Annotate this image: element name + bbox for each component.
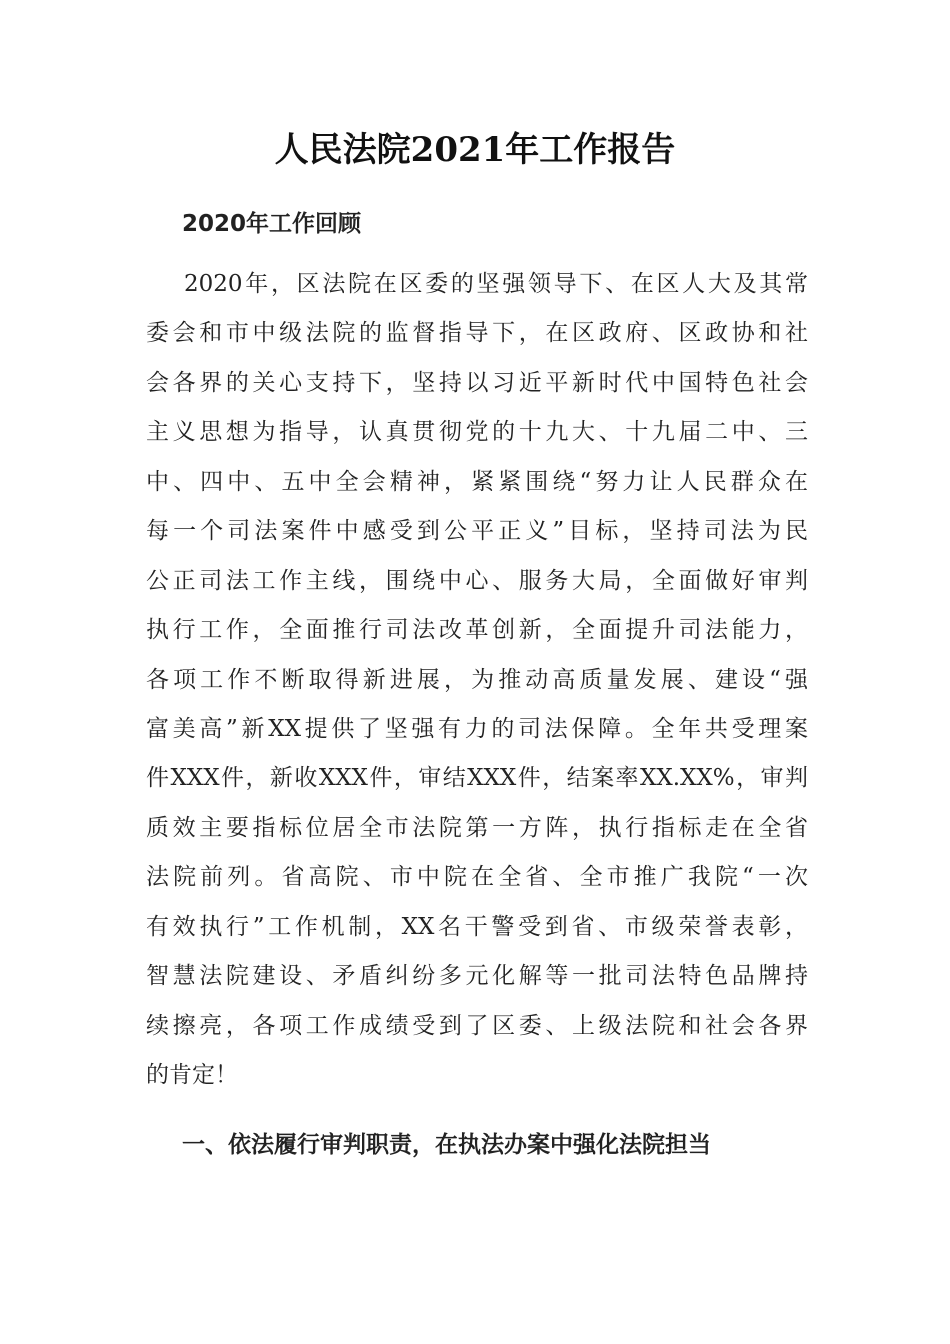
paragraph-line: 的肯定！ bbox=[146, 1062, 238, 1088]
paragraph-line: 有效执行”工作机制，XX名干警受到省、市级荣誉表彰， bbox=[146, 913, 808, 940]
section-heading: 2020年工作回顾 bbox=[182, 211, 362, 237]
paragraph-line: 续擦亮，各项工作成绩受到了区委、上级法院和社会各界 bbox=[146, 1012, 808, 1039]
paragraph-line: 法院前列。省高院、市中院在全省、全市推广我院“一次 bbox=[146, 864, 808, 891]
body-paragraph bbox=[146, 260, 808, 1100]
paragraph-line: 会各界的关心支持下，坚持以习近平新时代中国特色社会 bbox=[146, 369, 808, 396]
paragraph-line: 公正司法工作主线，围绕中心、服务大局，全面做好审判 bbox=[146, 567, 808, 594]
paragraph-line: 智慧法院建设、矛盾纠纷多元化解等一批司法特色品牌持 bbox=[146, 963, 808, 990]
subsection-heading: 一、依法履行审判职责，在执法办案中强化法院担当 bbox=[182, 1132, 711, 1158]
paragraph-line: 每一个司法案件中感受到公平正义”目标，坚持司法为民 bbox=[146, 518, 808, 545]
paragraph-line: 质效主要指标位居全市法院第一方阵，执行指标走在全省 bbox=[146, 814, 808, 841]
paragraph-line: 富美高”新XX提供了坚强有力的司法保障。全年共受理案 bbox=[146, 715, 808, 742]
paragraph-line: 各项工作不断取得新进展，为推动高质量发展、建设“强 bbox=[146, 666, 808, 693]
paragraph-line: 委会和市中级法院的监督指导下，在区政府、区政协和社 bbox=[146, 320, 808, 347]
paragraph-line: 2020年，区法院在区委的坚强领导下、在区人大及其常 bbox=[184, 271, 808, 297]
paragraph-line: 执行工作，全面推行司法改革创新，全面提升司法能力， bbox=[146, 617, 808, 644]
paragraph-line: 件XXX件，新收XXX件，审结XXX件，结案率XX.XX%，审判 bbox=[146, 765, 808, 792]
paragraph-line: 主义思想为指导，认真贯彻党的十九大、十九届二中、三 bbox=[146, 419, 808, 446]
document-title: 人民法院2021年工作报告 bbox=[274, 130, 676, 170]
paragraph-line: 中、四中、五中全会精神，紧紧围绕“努力让人民群众在 bbox=[146, 468, 808, 495]
